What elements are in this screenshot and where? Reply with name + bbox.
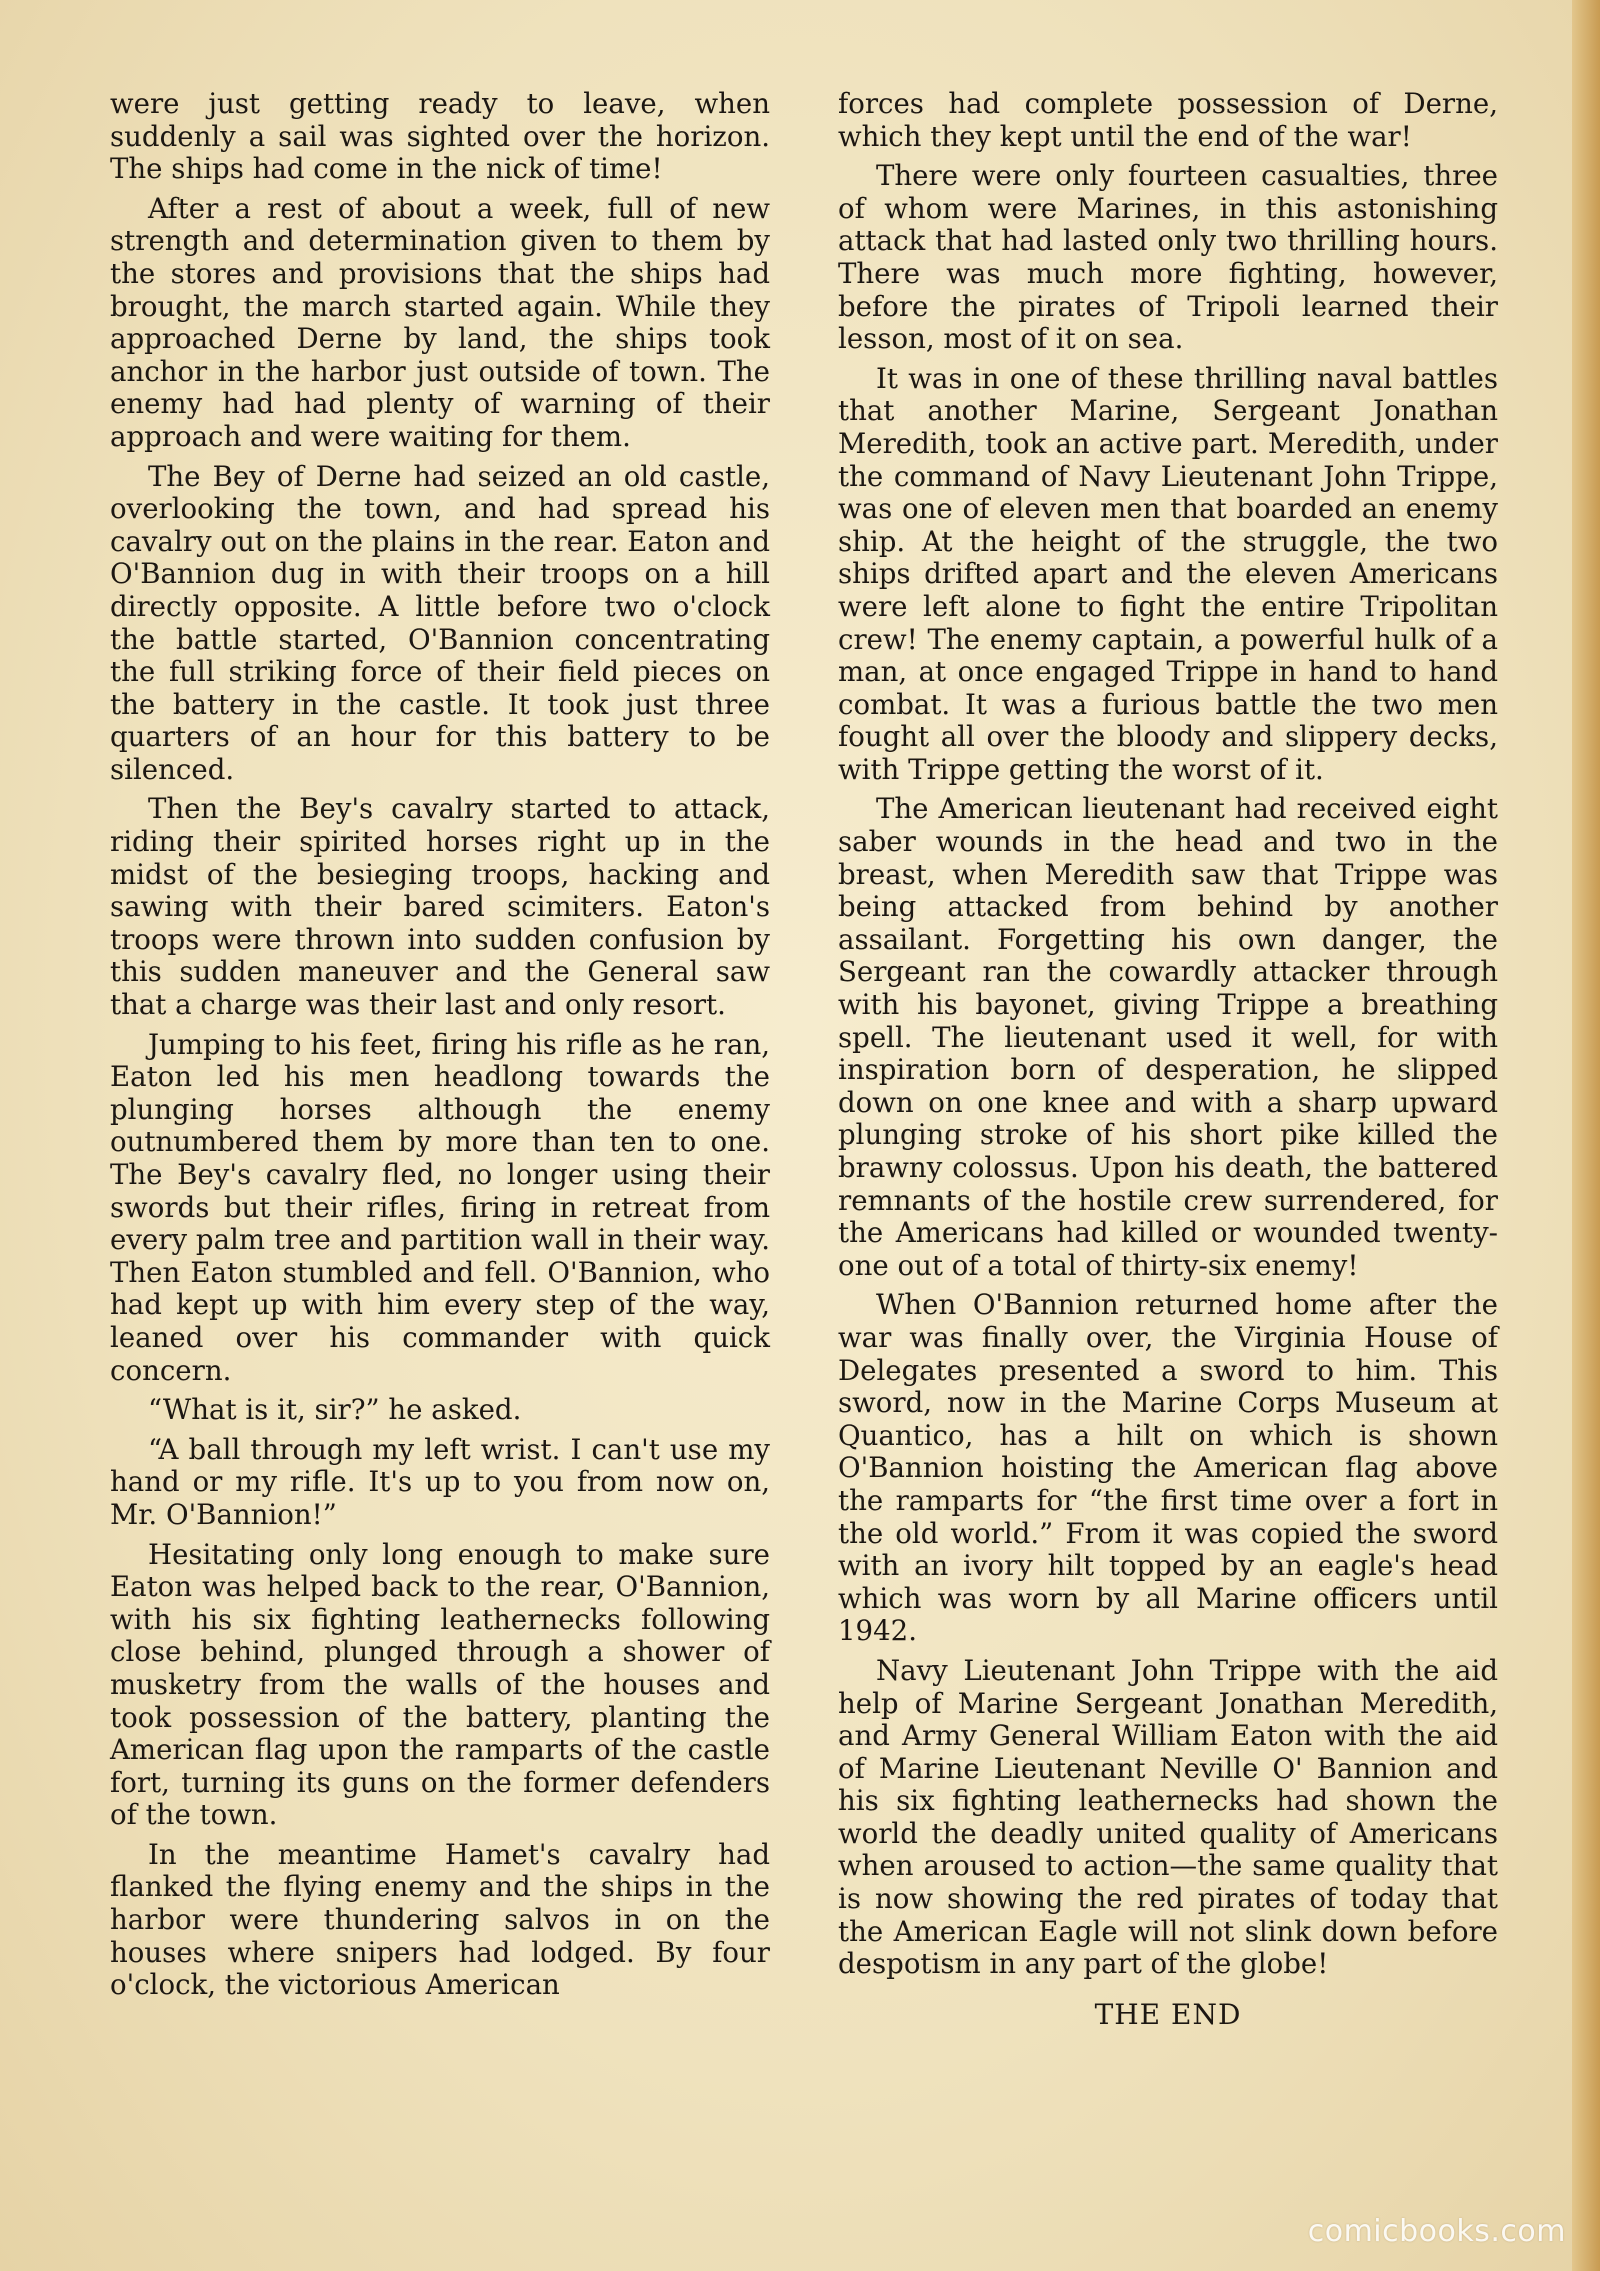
paragraph: Then the Bey's cavalry started to attack, riding their spirited horses right up in the midst of the besieging troops, hacking and sawing with their bared scimiters. Eaton's troops were thrown into sudden confusion by this sudden maneuver and the General saw that a charge was their last and only resort.	[110, 792, 770, 1022]
paragraph: Jumping to his feet, firing his rifle as he ran, Eaton led his men headlong towards the plunging horses although the enemy outnumbered them by more than ten to one. The Bey's cavalry fled, no longer using their swords but their rifles, firing in retreat from every palm tree and partition wall in their way. Then Eaton stumbled and fell. O'Bannion, who had kept up with him every step of the way, leaned over his commander with quick concern.	[110, 1027, 770, 1387]
paragraph: After a rest of about a week, full of new strength and determination given to them by the stores and provisions that the ships had brought, the march started again. While they approached Derne by land, the ships took anchor in the harbor just outside of town. The enemy had had plenty of warning of their approach and were waiting for them.	[110, 191, 770, 453]
paragraph: were just getting ready to leave, when suddenly a sail was sighted over the horizon. The ships had come in the nick of time!	[110, 87, 770, 186]
paragraph: In the meantime Hamet's cavalry had flanked the flying enemy and the ships in the harbor were thundering salvos in on the houses where snipers had lodged. By four o'clock, the victorious American	[110, 1837, 770, 2002]
right-text-column	[838, 88, 1498, 2038]
paragraph: Hesitating only long enough to make sure Eaton was helped back to the rear, O'Bannion, with his six fighting leathernecks following close behind, plunged through a shower of musketry from the walls of the houses and took possession of the battery, planting the American flag upon the ramparts of the castle fort, turning its guns on the former defenders of the town.	[110, 1537, 770, 1832]
page-edge	[1572, 0, 1600, 2271]
paragraph: “What is it, sir?” he asked.	[148, 1393, 522, 1427]
watermark: comicbooks.com	[1307, 2214, 1566, 2249]
paragraph: It was in one of these thrilling naval battles that another Marine, Sergeant Jonathan Meredith, took an active part. Meredith, under the command of Navy Lieutenant John Trippe, was one of eleven men that boarded an enemy ship. At the height of the struggle, the two ships drifted apart and the eleven Americans were left alone to fight the entire Tripolitan crew! The enemy captain, a powerful hulk of a man, at once engaged Trippe in hand to hand combat. It was a furious battle the two men fought all over the bloody and slippery decks, with Trippe getting the worst of it.	[838, 361, 1498, 786]
left-text-column	[110, 88, 770, 2009]
the-end-label: THE END	[1094, 1997, 1242, 2031]
paragraph: Navy Lieutenant John Trippe with the aid help of Marine Sergeant Jonathan Meredith, and Army General William Eaton with the aid of Marine Lieutenant Neville O' Bannion and his six fighting leathernecks had shown the world the deadly united quality of Americans when aroused to action—the same quality that is now showing the red pirates of today that the American Eagle will not slink down before despotism in any part of the globe!	[838, 1653, 1498, 1981]
paragraph: There were only fourteen casualties, three of whom were Marines, in this astonishing attack that had lasted only two thrilling hours. There was much more fighting, however, before the pirates of Tripoli learned their lesson, most of it on sea.	[838, 159, 1498, 356]
paragraph: When O'Bannion returned home after the war was finally over, the Virginia House of Delegates presented a sword to him. This sword, now in the Marine Corps Museum at Quantico, has a hilt on which is shown O'Bannion hoisting the American flag above the ramparts for “the first time over a fort in the old world.” From it was copied the sword with an ivory hilt topped by an eagle's head which was worn by all Marine officers until 1942.	[838, 1288, 1498, 1648]
paragraph: “A ball through my left wrist. I can't use my hand or my rifle. It's up to you from now on, Mr. O'Bannion!”	[110, 1432, 770, 1531]
paragraph: forces had complete possession of Derne, which they kept until the end of the war!	[838, 87, 1498, 153]
paragraph: The American lieutenant had received eight saber wounds in the head and two in the breast, when Meredith saw that Trippe was being attacked from behind by another assailant. Forgetting his own danger, the Sergeant ran the cowardly attacker through with his bayonet, giving Trippe a breathing spell. The lieutenant used it well, for with inspiration born of desperation, he slipped down on one knee and with a sharp upward plunging stroke of his short pike killed the brawny colossus. Upon his death, the battered remnants of the hostile crew surrendered, for the Americans had killed or wounded twenty-one out of a total of thirty-six enemy!	[838, 792, 1498, 1282]
paragraph: The Bey of Derne had seized an old castle, overlooking the town, and had spread his cavalry out on the plains in the rear. Eaton and O'Bannion dug in with their troops on a hill directly opposite. A little before two o'clock the battle started, O'Bannion concentrating the full striking force of their field pieces on the battery in the castle. It took just three quarters of an hour for this battery to be silenced.	[110, 459, 770, 786]
